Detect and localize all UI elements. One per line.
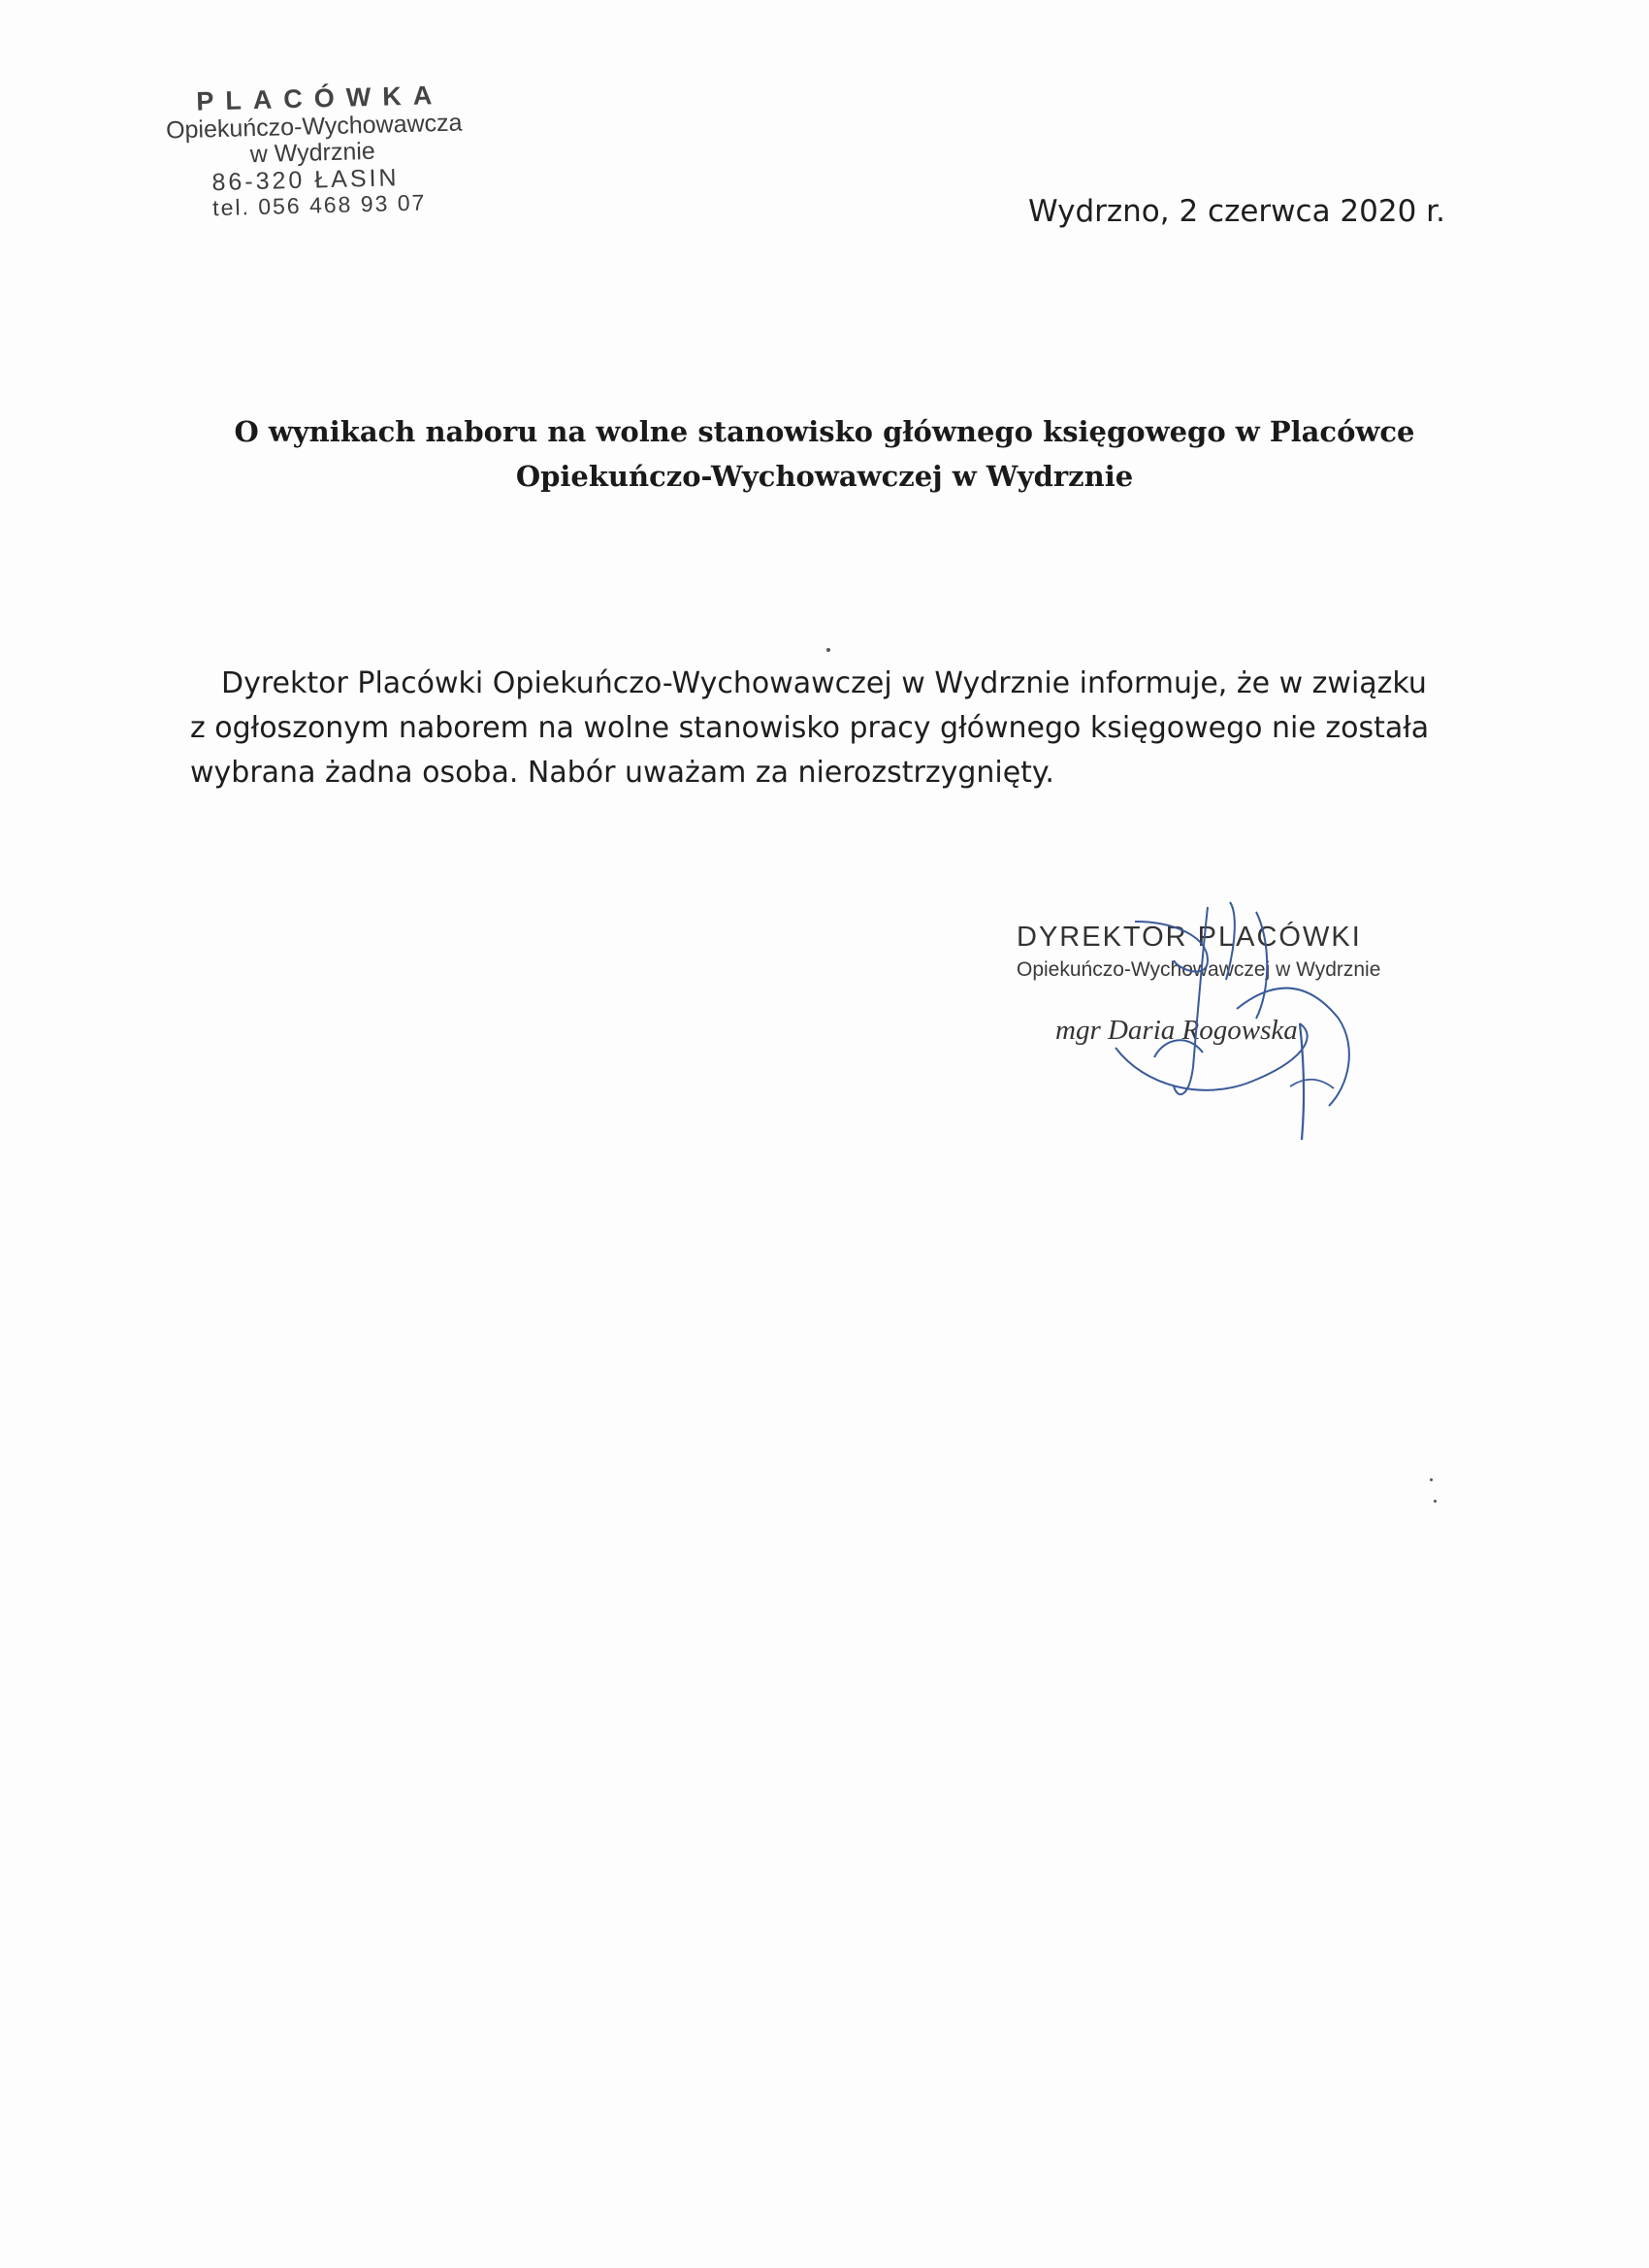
stamp-postal-address: 86-320 ŁASIN bbox=[211, 163, 400, 196]
director-signature-block bbox=[1009, 922, 1436, 1116]
scan-speck bbox=[1430, 1478, 1433, 1481]
paragraph-line: Dyrektor Placówki Opiekuńczo-Wychowawczej w Wydrznie informuje, że w związku bbox=[221, 666, 1427, 700]
scan-speck bbox=[826, 648, 830, 652]
paragraph-line: z ogłoszonym naborem na wolne stanowisko pracy głównego księgowego nie została bbox=[190, 711, 1430, 745]
stamp-phone: tel. 056 468 93 07 bbox=[211, 189, 427, 221]
director-unit: Opiekuńczo-Wychowawczej w Wydrznie bbox=[1017, 958, 1381, 981]
director-name: mgr Daria Rogowska bbox=[1055, 1015, 1298, 1046]
director-title: DYREKTOR PLACÓWKI bbox=[1017, 922, 1362, 953]
stamp-type: Opiekuńczo-Wychowawcza bbox=[165, 109, 463, 145]
title-line: O wynikach naboru na wolne stanowisko głównego księgowego w Placówce bbox=[234, 415, 1415, 448]
announcement-paragraph bbox=[190, 662, 1451, 795]
institution-stamp bbox=[146, 81, 498, 223]
title-line: Opiekuńczo-Wychowawczej w Wydrznie bbox=[515, 460, 1134, 493]
scan-speck bbox=[1434, 1500, 1437, 1503]
stamp-name: PLACÓWKA bbox=[195, 80, 444, 116]
document-date: Wydrzno, 2 czerwca 2020 r. bbox=[1028, 194, 1445, 229]
document-title bbox=[146, 409, 1504, 499]
paragraph-line: wybrana żadna osoba. Nabór uważam za nierozstrzygnięty. bbox=[190, 756, 1054, 790]
handwritten-signature bbox=[1009, 863, 1436, 1154]
stamp-place: w Wydrznie bbox=[249, 138, 376, 169]
